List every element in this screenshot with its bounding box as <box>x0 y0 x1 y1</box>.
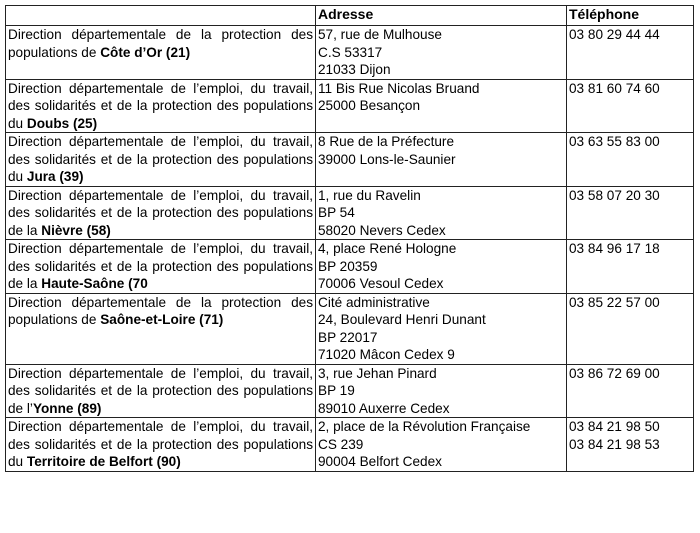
address-line: BP 54 <box>318 205 355 220</box>
address-line: 2, place de la Révolution Française <box>318 419 531 434</box>
department-name: Haute-Saône (70 <box>41 276 148 291</box>
address-line: 21033 Dijon <box>318 62 391 77</box>
address-cell <box>316 133 567 187</box>
address-line: 8 Rue de la Préfecture <box>318 134 455 149</box>
phone-number: 03 85 22 57 00 <box>569 294 660 310</box>
organisation-name: Direction départementale de l’emploi, du travail, des solidarités et de la protection des populations du <box>8 80 313 131</box>
organisation-cell <box>6 26 316 80</box>
address-line: 57, rue de Mulhouse <box>318 27 442 42</box>
table-body <box>6 26 694 472</box>
phone-cell <box>567 133 694 187</box>
address-line: 39000 Lons-le-Saunier <box>318 151 456 167</box>
organisation-cell <box>6 240 316 294</box>
phone-number: 03 81 60 74 60 <box>569 80 660 96</box>
phone-cell <box>567 293 694 364</box>
address-line: 58020 Nevers Cedex <box>318 222 446 238</box>
table-row <box>6 79 694 133</box>
phone-cell <box>567 364 694 418</box>
address-line: 25000 Besançon <box>318 98 421 113</box>
phone-cell <box>567 26 694 80</box>
table-row <box>6 418 694 472</box>
phone-cell <box>567 240 694 294</box>
phone-cell <box>567 186 694 240</box>
organisation-cell <box>6 79 316 133</box>
phone-number: 03 63 55 83 00 <box>569 134 660 149</box>
organisation-name: Direction départementale de l’emploi, du travail, des solidarités et de la protection des populations de la <box>8 187 313 238</box>
department-name: Saône-et-Loire (71) <box>100 312 224 327</box>
address-line: 11 Bis Rue Nicolas Bruand <box>318 80 480 96</box>
organisation-cell <box>6 364 316 418</box>
header-address: Adresse <box>316 6 567 26</box>
table-row <box>6 26 694 80</box>
contacts-table <box>5 5 694 472</box>
organisation-name: Direction départementale de l’emploi, du travail, des solidarités et de la protection des populations du <box>8 134 313 184</box>
organisation-name: Direction départementale de la protection des populations de <box>8 294 313 327</box>
organisation-name: Direction départementale de la protection des populations de <box>8 27 313 60</box>
header-row <box>6 6 694 26</box>
table-row <box>6 364 694 418</box>
table-row <box>6 293 694 364</box>
address-line: 1, rue du Ravelin <box>318 187 421 203</box>
address-cell <box>316 293 567 364</box>
phone-number: 03 84 96 17 18 <box>569 241 660 256</box>
department-name: Yonne (89) <box>32 400 102 416</box>
address-line: 70006 Vesoul Cedex <box>318 276 444 291</box>
address-line: C.S 53317 <box>318 44 383 60</box>
address-line: 71020 Mâcon Cedex 9 <box>318 347 455 362</box>
organisation-cell <box>6 293 316 364</box>
table-row <box>6 186 694 240</box>
address-cell <box>316 26 567 80</box>
phone-number: 03 84 21 98 53 <box>569 436 660 452</box>
address-line: BP 20359 <box>318 258 378 274</box>
address-line: Cité administrative <box>318 294 430 310</box>
address-line: BP 22017 <box>318 329 378 345</box>
organisation-name: Direction départementale de l’emploi, du travail, des solidarités et de la protection des populations de la <box>8 241 313 291</box>
department-name: Doubs (25) <box>26 115 98 131</box>
address-cell <box>316 418 567 472</box>
organisation-name: Direction départementale de l’emploi, du travail, des solidarités et de la protection des populations du <box>8 419 313 469</box>
phone-number: 03 86 72 69 00 <box>569 365 660 381</box>
address-line: 90004 Belfort Cedex <box>318 454 442 469</box>
phone-number: 03 84 21 98 50 <box>569 419 660 434</box>
address-cell <box>316 240 567 294</box>
table-row <box>6 133 694 187</box>
address-cell <box>316 364 567 418</box>
organisation-cell <box>6 133 316 187</box>
address-line: BP 19 <box>318 383 355 398</box>
address-line: 89010 Auxerre Cedex <box>318 400 450 416</box>
department-name: Territoire de Belfort (90) <box>26 454 181 469</box>
table-row <box>6 240 694 294</box>
phone-cell <box>567 418 694 472</box>
address-cell <box>316 79 567 133</box>
department-name: Nièvre (58) <box>41 222 111 238</box>
header-phone: Téléphone <box>567 6 694 26</box>
organisation-cell <box>6 186 316 240</box>
phone-number: 03 80 29 44 44 <box>569 27 660 42</box>
address-line: 24, Boulevard Henri Dunant <box>318 312 486 327</box>
department-name: Jura (39) <box>26 169 84 184</box>
organisation-name: Direction départementale de l’emploi, du travail, des solidarités et de la protection des populations de l’ <box>8 365 313 416</box>
phone-cell <box>567 79 694 133</box>
address-cell <box>316 186 567 240</box>
phone-number: 03 58 07 20 30 <box>569 187 660 203</box>
address-line: 3, rue Jehan Pinard <box>318 365 437 381</box>
header-organisation <box>6 6 316 26</box>
address-line: 4, place René Hologne <box>318 241 457 256</box>
department-name: Côte d’Or (21) <box>100 44 191 60</box>
address-line: CS 239 <box>318 436 364 452</box>
organisation-cell <box>6 418 316 472</box>
